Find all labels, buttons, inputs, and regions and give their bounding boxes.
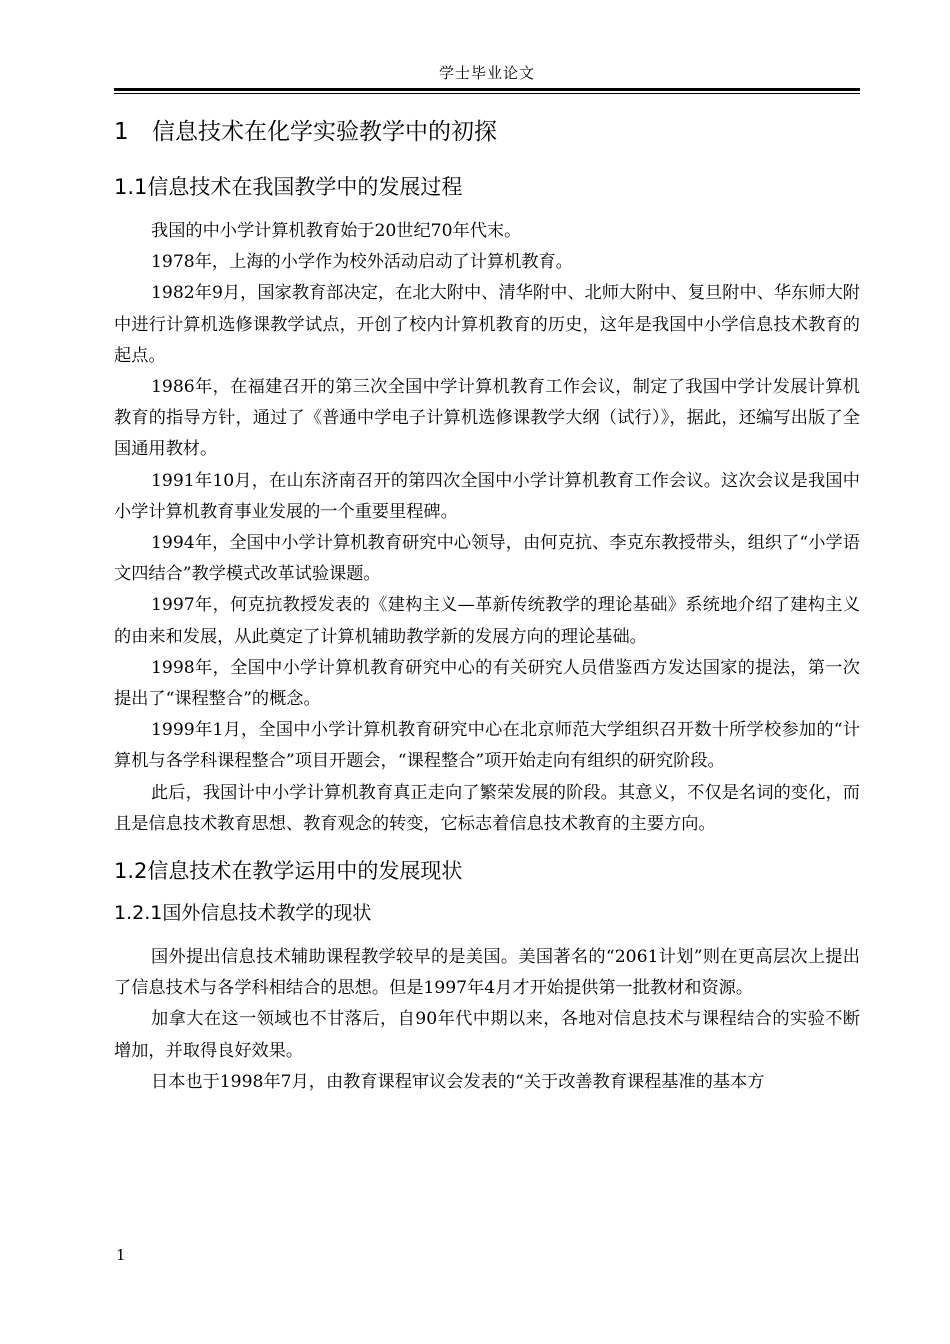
header-rule-thick	[114, 88, 860, 91]
paragraph: 此后，我国计中小学计算机教育真正走向了繁荣发展的阶段。其意义，不仅是名词的变化，而且是信息技术教育思想、教育观念的转变，它标志着信息技术教育的主要方向。	[114, 782, 860, 834]
paragraph: 1997年，何克抗教授发表的《建构主义—革新传统教学的理论基础》系统地介绍了建构主义的由来和发展，从此奠定了计算机辅助教学新的发展方向的理论基础。	[114, 595, 860, 647]
paragraph: 1986年，在福建召开的第三次全国中学计算机教育工作会议，制定了我国中学计发展计算机教育的指导方针，通过了《普通中学电子计算机选修课教学大纲（试行）》，据此，还编写出版了全国通用教材。	[114, 377, 860, 460]
chapter-heading	[114, 110, 860, 160]
paragraph: 1994年，全国中小学计算机教育研究中心领导，由何克抗、李克东教授带头，组织了“小学语文四结合”教学模式改革试验课题。	[114, 533, 860, 585]
chapter-title: 信息技术在化学实验教学中的初探	[152, 119, 497, 145]
paragraph: 1999年1月，全国中小学计算机教育研究中心在北京师范大学组织召开数十所学校参加的“计算机与各学科课程整合”项目开题会，“课程整合”项开始走向有组织的研究阶段。	[114, 720, 860, 772]
paragraph: 我国的中小学计算机教育始于20世纪70年代末。	[151, 221, 522, 241]
header-rule-thin	[114, 93, 860, 94]
page-body	[114, 110, 860, 1098]
paragraph: 1978年，上海的小学作为校外活动启动了计算机教育。	[151, 252, 573, 273]
page-number: 1	[116, 1246, 126, 1264]
paragraph: 日本也于1998年7月，由教育课程审议会发表的“关于改善教育课程基准的基本方	[151, 1071, 765, 1092]
section-heading: 1.2信息技术在教学运用中的发展现状	[114, 859, 463, 884]
paragraph: 1998年，全国中小学计算机教育研究中心的有关研究人员借鉴西方发达国家的提法，第一次提出了“课程整合”的概念。	[114, 657, 860, 710]
running-header: 学士毕业论文	[438, 64, 535, 82]
subsection-heading: 1.2.1国外信息技术教学的现状	[114, 902, 372, 925]
paragraph: 1982年9月，国家教育部决定，在北大附中、清华附中、北师大附中、复旦附中、华东师大附中进行计算机选修课教学试点，开创了校内计算机教育的历史，这年是我国中小学信息技术教育的起点。	[114, 283, 860, 366]
chapter-number: 1	[114, 119, 129, 145]
section-heading: 1.1信息技术在我国教学中的发展过程	[114, 175, 463, 199]
paragraph: 1991年10月，在山东济南召开的第四次全国中小学计算机教育工作会议。这次会议是我国中小学计算机教育事业发展的一个重要里程碑。	[114, 470, 860, 522]
paragraph: 国外提出信息技术辅助课程教学较早的是美国。美国著名的“2061计划”则在更高层次上提出了信息技术与各学科相结合的思想。但是1997年4月才开始提供第一批教材和资源。	[114, 947, 860, 999]
paragraph: 加拿大在这一领域也不甘落后，自90年代中期以来，各地对信息技术与课程结合的实验不断增加，并取得良好效果。	[114, 1009, 860, 1061]
